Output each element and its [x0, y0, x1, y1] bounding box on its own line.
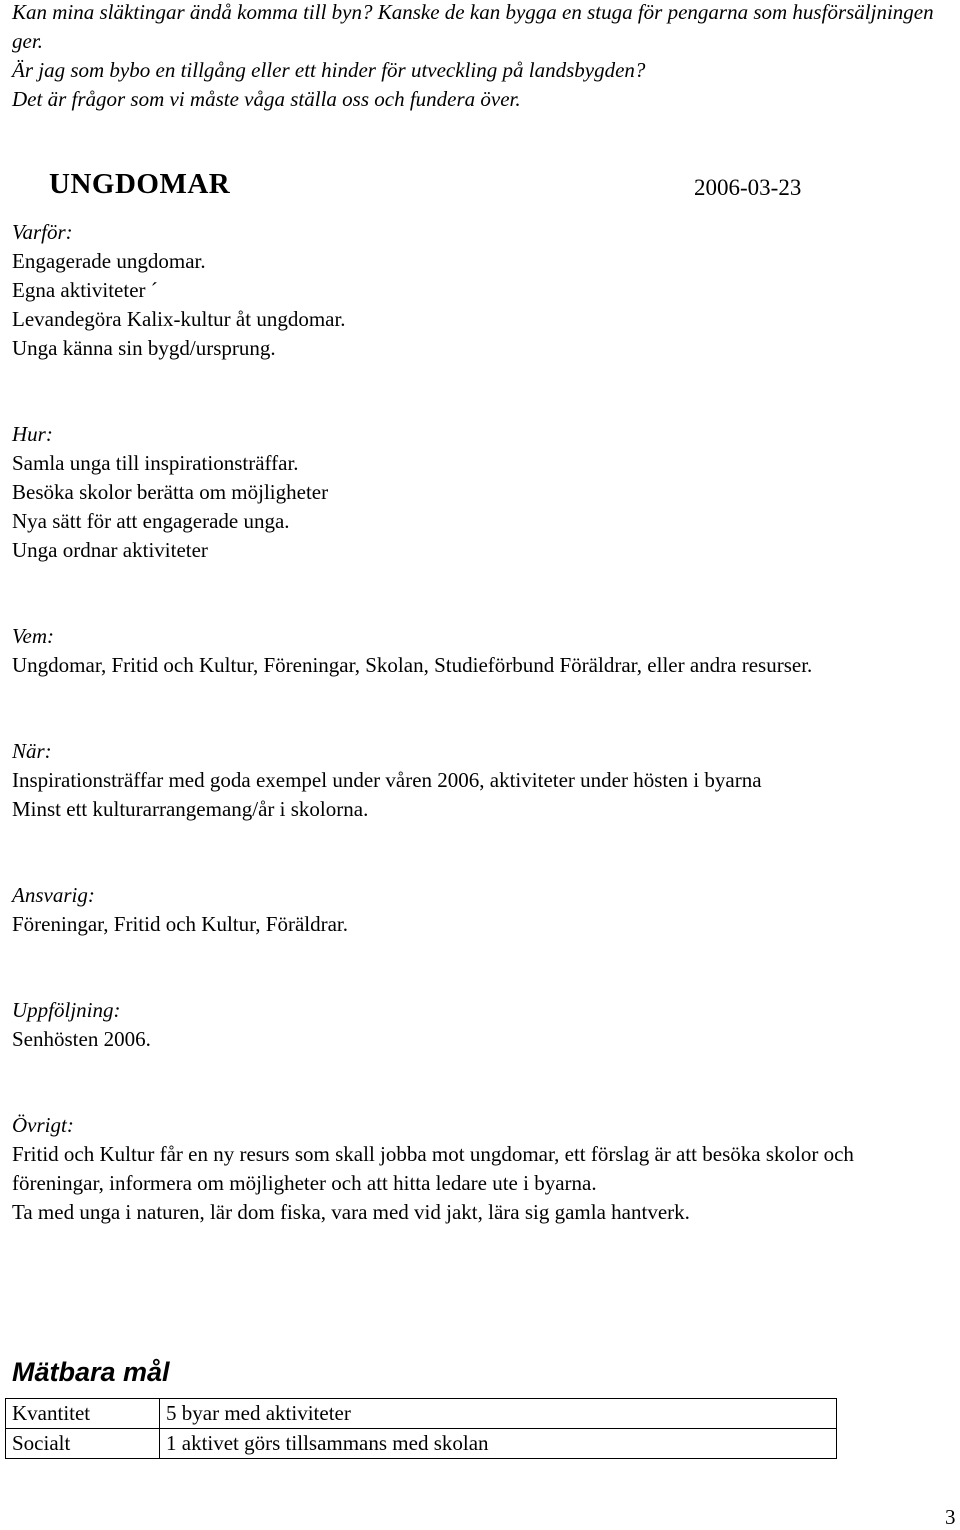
section-line: Ungdomar, Fritid och Kultur, Föreningar, Skolan, Studieförbund Föräldrar, eller andra resurser. [12, 653, 813, 677]
section-label: Uppföljning: [12, 998, 121, 1022]
section-label: Varför: [12, 220, 73, 244]
measures-title: Mätbara mål [12, 1357, 170, 1387]
section-label: När: [12, 739, 52, 763]
section-line: Fritid och Kultur får en ny resurs som skall jobba mot ungdomar, ett förslag är att besöka skolor och föreningar, informera om möjligheter och att hitta ledare ute i byarna. [12, 1142, 854, 1195]
section-line: Engagerade ungdomar. [12, 249, 206, 273]
section-who [12, 622, 942, 680]
section-line: Levandegöra Kalix-kultur åt ungdomar. [12, 307, 346, 331]
section-responsible [12, 881, 942, 939]
section-label: Övrigt: [12, 1113, 74, 1137]
page-number: 3 [945, 1505, 956, 1529]
measures-table [5, 1398, 837, 1459]
section-why [12, 218, 942, 363]
section-line: Föreningar, Fritid och Kultur, Föräldrar. [12, 912, 349, 936]
measure-key: Kvantitet [6, 1399, 160, 1429]
section-line: Samla unga till inspirationsträffar. [12, 451, 299, 475]
section-line: Besöka skolor berätta om möjligheter [12, 480, 329, 504]
section-followup [12, 996, 942, 1054]
section-line: Ta med unga i naturen, lär dom fiska, vara med vid jakt, lära sig gamla hantverk. [12, 1200, 690, 1224]
section-line: Nya sätt för att engagerade unga. [12, 509, 290, 533]
section-when [12, 737, 942, 824]
table-row [6, 1399, 837, 1429]
document-page [12, 0, 942, 1227]
section-label: Ansvarig: [12, 883, 95, 907]
intro-line: Är jag som bybo en tillgång eller ett hinder för utveckling på landsbygden? [12, 58, 646, 82]
measure-value: 1 aktivet görs tillsammans med skolan [160, 1429, 837, 1459]
section-line: Unga ordnar aktiviteter [12, 538, 208, 562]
section-line: Unga känna sin bygd/ursprung. [12, 336, 276, 360]
section-line: Egna aktiviteter ´ [12, 278, 158, 302]
section-heading [12, 170, 942, 210]
section-how [12, 420, 942, 565]
intro-paragraph [12, 0, 942, 114]
section-line: Minst ett kulturarrangemang/år i skolorna. [12, 797, 369, 821]
table-row [6, 1429, 837, 1459]
heading-title: UNGDOMAR [49, 168, 231, 200]
measure-value: 5 byar med aktiviteter [160, 1399, 837, 1429]
intro-line: Kan mina släktingar ändå komma till byn? Kanske de kan bygga en stuga för pengarna som husförsäljningen ger. [12, 0, 934, 53]
section-other [12, 1111, 942, 1227]
measure-key: Socialt [6, 1429, 160, 1459]
intro-line: Det är frågor som vi måste våga ställa oss och fundera över. [12, 87, 521, 111]
section-line: Senhösten 2006. [12, 1027, 151, 1051]
section-label: Hur: [12, 422, 53, 446]
section-label: Vem: [12, 624, 54, 648]
section-line: Inspirationsträffar med goda exempel under våren 2006, aktiviteter under hösten i byarna [12, 768, 762, 792]
heading-date: 2006-03-23 [694, 175, 802, 200]
